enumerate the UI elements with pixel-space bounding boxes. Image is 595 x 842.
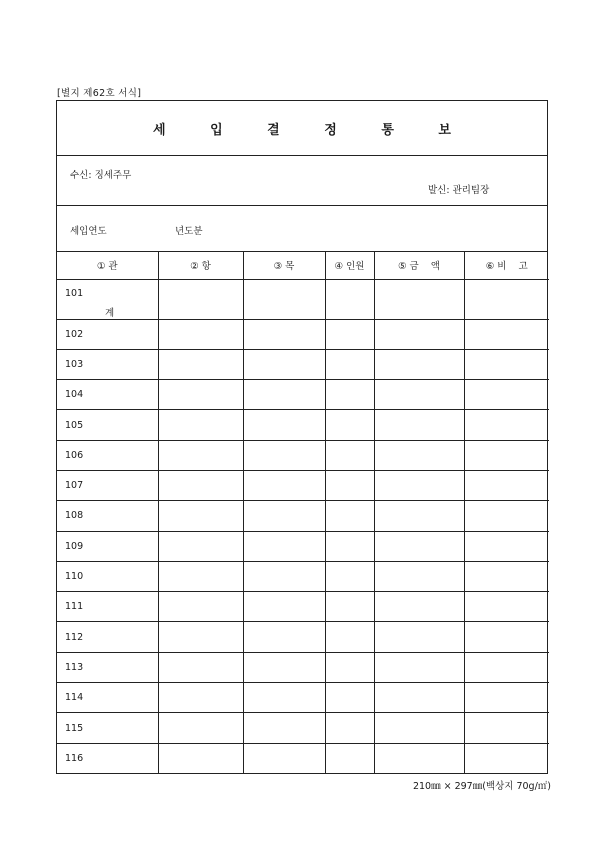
fiscal-year-row [57, 205, 547, 252]
mok-cell[interactable] [243, 349, 325, 379]
remarks-cell[interactable] [464, 501, 549, 531]
headcount-cell[interactable] [325, 470, 374, 500]
hang-cell[interactable] [158, 279, 243, 319]
mok-cell[interactable] [243, 652, 325, 682]
amount-cell[interactable] [374, 683, 464, 713]
remarks-cell[interactable] [464, 440, 549, 470]
remarks-cell[interactable] [464, 531, 549, 561]
account-code: 102 [65, 328, 84, 340]
gwan-cell [57, 592, 158, 622]
headcount-cell[interactable] [325, 501, 374, 531]
hang-cell[interactable] [158, 531, 243, 561]
amount-cell[interactable] [374, 713, 464, 743]
remarks-cell[interactable] [464, 470, 549, 500]
headcount-cell[interactable] [325, 683, 374, 713]
gwan-cell [57, 319, 158, 349]
subtotal-label: 계 [105, 307, 115, 319]
amount-cell[interactable] [374, 501, 464, 531]
headcount-cell[interactable] [325, 319, 374, 349]
remarks-cell[interactable] [464, 622, 549, 652]
gwan-cell [57, 349, 158, 379]
headcount-cell[interactable] [325, 561, 374, 591]
mok-cell[interactable] [243, 279, 325, 319]
table-row [57, 683, 549, 713]
account-code: 114 [65, 692, 84, 704]
hang-cell[interactable] [158, 410, 243, 440]
headcount-cell[interactable] [325, 592, 374, 622]
gwan-cell [57, 501, 158, 531]
column-header-hang: ② 항 [158, 251, 243, 279]
amount-cell[interactable] [374, 279, 464, 319]
form-label: [별지 제62호 서식] [57, 88, 142, 99]
gwan-cell [57, 683, 158, 713]
table-row [57, 279, 549, 319]
amount-cell[interactable] [374, 319, 464, 349]
headcount-cell[interactable] [325, 440, 374, 470]
remarks-cell[interactable] [464, 652, 549, 682]
hang-cell[interactable] [158, 470, 243, 500]
table-row [57, 743, 549, 773]
table-row [57, 561, 549, 591]
mok-cell[interactable] [243, 713, 325, 743]
notice-form [56, 100, 548, 774]
account-code: 116 [65, 753, 84, 765]
amount-cell[interactable] [374, 652, 464, 682]
hang-cell[interactable] [158, 561, 243, 591]
gwan-cell [57, 470, 158, 500]
table-row [57, 380, 549, 410]
gwan-cell [57, 380, 158, 410]
title-row [57, 101, 547, 156]
gwan-cell [57, 561, 158, 591]
address-row [57, 155, 547, 206]
amount-cell[interactable] [374, 380, 464, 410]
amount-cell[interactable] [374, 531, 464, 561]
hang-cell[interactable] [158, 652, 243, 682]
amount-cell[interactable] [374, 410, 464, 440]
mok-cell[interactable] [243, 380, 325, 410]
table-row [57, 713, 549, 743]
amount-cell[interactable] [374, 470, 464, 500]
hang-cell[interactable] [158, 440, 243, 470]
gwan-cell [57, 410, 158, 440]
table-row [57, 531, 549, 561]
mok-cell[interactable] [243, 622, 325, 652]
account-code: 111 [65, 601, 84, 613]
account-code: 109 [65, 540, 84, 552]
gwan-cell [57, 279, 158, 319]
remarks-cell[interactable] [464, 349, 549, 379]
account-code: 103 [65, 358, 84, 370]
amount-cell[interactable] [374, 440, 464, 470]
sender: 발신: 관리팀장 [428, 185, 490, 196]
headcount-cell[interactable] [325, 713, 374, 743]
headcount-cell[interactable] [325, 349, 374, 379]
form-title: 세 입 결 정 통 보 [153, 122, 471, 138]
remarks-cell[interactable] [464, 561, 549, 591]
mok-cell[interactable] [243, 531, 325, 561]
mok-cell[interactable] [243, 683, 325, 713]
gwan-cell [57, 713, 158, 743]
table-row [57, 470, 549, 500]
table-row [57, 501, 549, 531]
account-code: 104 [65, 389, 84, 401]
hang-cell[interactable] [158, 743, 243, 773]
amount-cell[interactable] [374, 349, 464, 379]
amount-cell[interactable] [374, 592, 464, 622]
mok-cell[interactable] [243, 319, 325, 349]
table-header-row [57, 251, 549, 279]
hang-cell[interactable] [158, 713, 243, 743]
account-code: 107 [65, 480, 84, 492]
account-code: 112 [65, 631, 84, 643]
mok-cell[interactable] [243, 470, 325, 500]
remarks-cell[interactable] [464, 380, 549, 410]
mok-cell[interactable] [243, 561, 325, 591]
table-row [57, 440, 549, 470]
headcount-cell[interactable] [325, 380, 374, 410]
headcount-cell[interactable] [325, 652, 374, 682]
column-header-gwan: ① 관 [57, 251, 158, 279]
table-row [57, 410, 549, 440]
column-header-headcount: ④ 인원 [325, 251, 374, 279]
column-header-mok: ③ 목 [243, 251, 325, 279]
amount-cell[interactable] [374, 561, 464, 591]
remarks-cell[interactable] [464, 743, 549, 773]
hang-cell[interactable] [158, 592, 243, 622]
account-code: 108 [65, 510, 84, 522]
headcount-cell[interactable] [325, 622, 374, 652]
headcount-cell[interactable] [325, 743, 374, 773]
amount-cell[interactable] [374, 743, 464, 773]
account-code: 106 [65, 449, 84, 461]
gwan-cell [57, 743, 158, 773]
table-row [57, 592, 549, 622]
revenue-table [57, 251, 549, 773]
hang-cell[interactable] [158, 501, 243, 531]
remarks-cell[interactable] [464, 683, 549, 713]
account-code: 101 [65, 287, 84, 299]
amount-cell[interactable] [374, 622, 464, 652]
mok-cell[interactable] [243, 592, 325, 622]
gwan-cell [57, 440, 158, 470]
mok-cell[interactable] [243, 410, 325, 440]
remarks-cell[interactable] [464, 713, 549, 743]
hang-cell[interactable] [158, 349, 243, 379]
gwan-cell [57, 652, 158, 682]
remarks-cell[interactable] [464, 279, 549, 319]
headcount-cell[interactable] [325, 279, 374, 319]
account-code: 113 [65, 661, 84, 673]
gwan-cell [57, 531, 158, 561]
remarks-cell[interactable] [464, 592, 549, 622]
headcount-cell[interactable] [325, 531, 374, 561]
hang-cell[interactable] [158, 683, 243, 713]
mok-cell[interactable] [243, 501, 325, 531]
column-header-amount: ⑤ 금 액 [374, 251, 464, 279]
remarks-cell[interactable] [464, 319, 549, 349]
hang-cell[interactable] [158, 380, 243, 410]
fiscal-year-value: 년도분 [175, 226, 203, 237]
table-row [57, 652, 549, 682]
paper-spec: 210㎜ × 297㎜(백상지 70g/㎡) [412, 781, 551, 792]
account-code: 115 [65, 722, 84, 734]
mok-cell[interactable] [243, 743, 325, 773]
table-row [57, 349, 549, 379]
gwan-cell [57, 622, 158, 652]
recipient: 수신: 징세주무 [70, 170, 132, 181]
remarks-cell[interactable] [464, 410, 549, 440]
hang-cell[interactable] [158, 319, 243, 349]
table-row [57, 319, 549, 349]
account-code: 110 [65, 571, 84, 583]
hang-cell[interactable] [158, 622, 243, 652]
headcount-cell[interactable] [325, 410, 374, 440]
account-code: 105 [65, 419, 84, 431]
mok-cell[interactable] [243, 440, 325, 470]
table-row [57, 622, 549, 652]
fiscal-year-label: 세입연도 [70, 226, 107, 237]
column-header-remarks: ⑥ 비 고 [464, 251, 549, 279]
